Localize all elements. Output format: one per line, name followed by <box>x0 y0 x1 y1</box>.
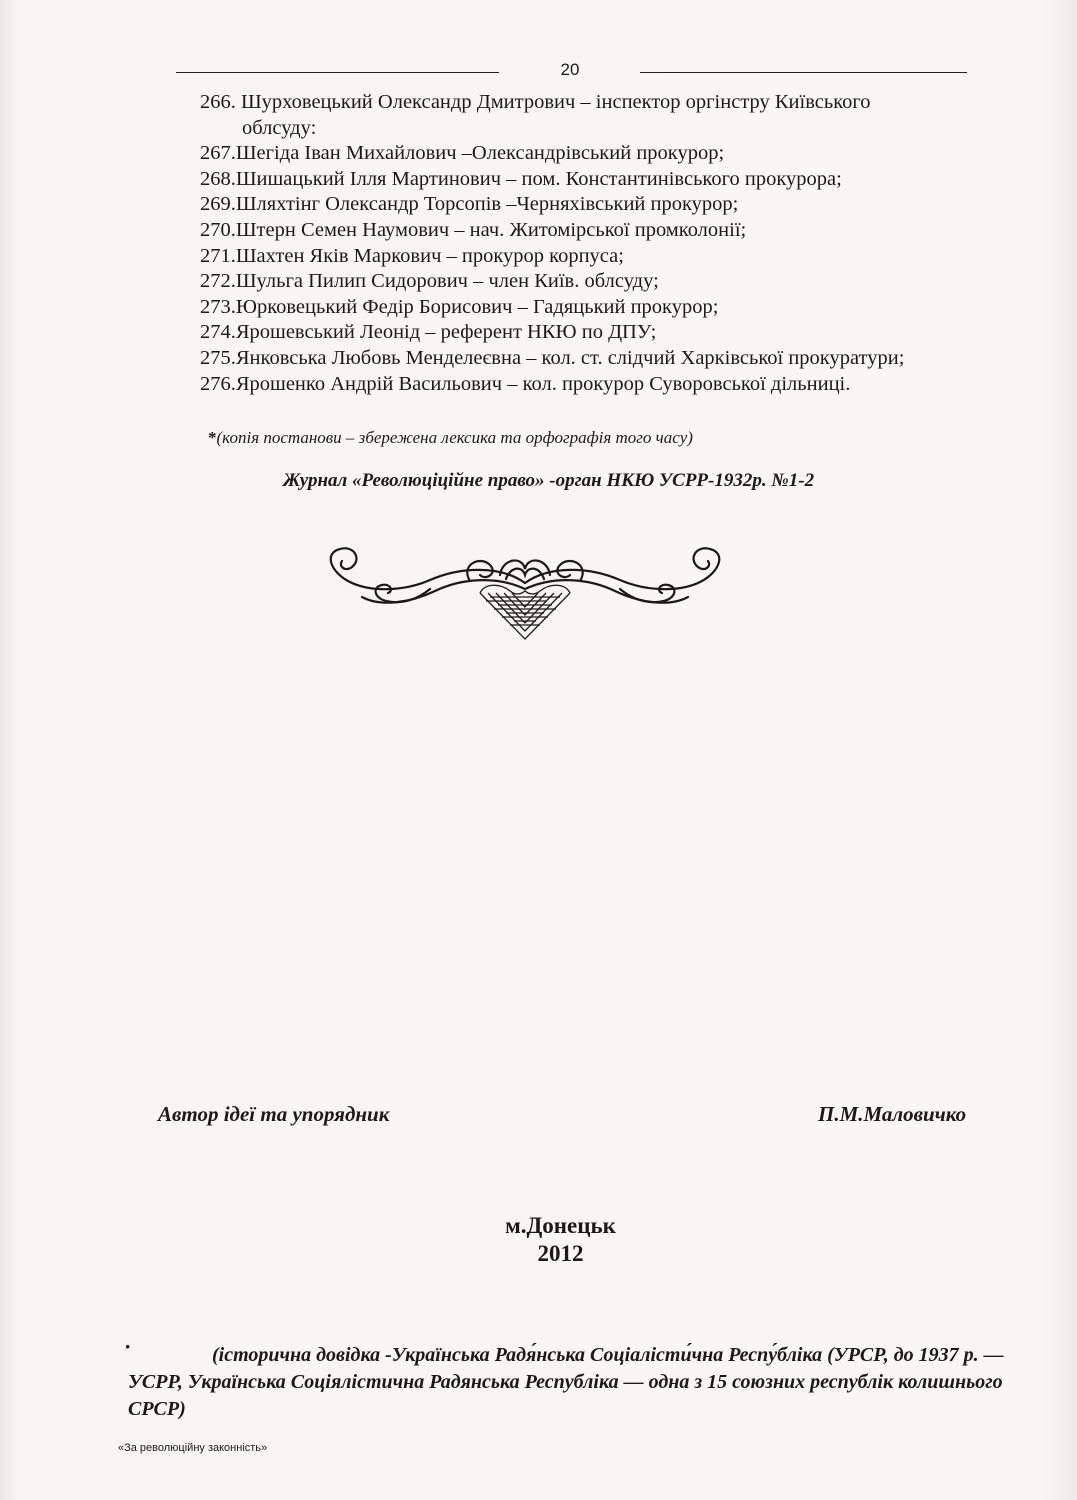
author-name: П.М.Маловичко <box>818 1102 967 1126</box>
list-item <box>200 218 1030 244</box>
list-item-text: Ярошенко Андрій Васильович – кол. прокурор Суворовської дільниці. <box>235 372 851 395</box>
list-item-text: Янковська Любовь Менделеєвна – кол. ст. слідчий Харківської прокуратури; <box>235 346 905 369</box>
historical-note: (історична довідка -Українська Радя́нська Соціалісти́чна Респу́бліка (УРСР, до 1937 р. — УСРР, Українська Соціялістична Радянська Республіка — одна з 15 союзних республік колишнього СРСР) <box>128 1344 1004 1420</box>
list-item-number: 271. <box>200 244 236 267</box>
bullet-dot: · <box>124 1334 132 1359</box>
journal-citation: Журнал «Революціційне право» -орган НКЮ УСРР-1932р. №1-2 <box>282 470 815 491</box>
list-item <box>200 295 1030 321</box>
list-item <box>200 346 1030 372</box>
list-item-text: Штерн Семен Наумович – нач. Житомірської промколонії; <box>235 218 747 241</box>
list-item-number: 275. <box>200 346 236 369</box>
list-item-number: 269. <box>200 193 236 216</box>
list-item-number: 273. <box>200 295 236 318</box>
list-item <box>200 269 1030 295</box>
list-item-text: Шахтен Яків Маркович – прокурор корпуса; <box>235 244 624 267</box>
list-item <box>200 372 1030 398</box>
list-item-text: Шляхтінг Олександр Торсопів –Черняхівський прокурор; <box>235 193 739 216</box>
list-item <box>200 320 1030 346</box>
publication-year: 2012 <box>537 1241 584 1266</box>
page-number: 20 <box>560 60 580 79</box>
list-item-number: 268. <box>200 167 236 190</box>
list-item-number: 267. <box>200 142 236 165</box>
header-rule-left <box>176 72 499 73</box>
list-item <box>200 167 1030 193</box>
list-item <box>200 141 1030 167</box>
author-label: Автор ідеї та упорядник <box>158 1102 390 1126</box>
list-item-text: Шульга Пилип Сидорович – член Київ. облсуду; <box>235 270 659 293</box>
footnote <box>208 428 693 448</box>
list-item-text: Ярошевський Леонід – референт НКЮ по ДПУ; <box>235 321 657 344</box>
list-item-continuation: облсуду: <box>242 116 317 139</box>
header-rule-right <box>640 72 967 73</box>
list-item-text: Шурховецький Олександр Дмитрович – інспектор оргінстру Київського <box>241 91 871 113</box>
imprint <box>0 1212 1077 1268</box>
city-name: м.Донецьк <box>505 1213 616 1238</box>
list-item-number: 276. <box>200 372 236 395</box>
footnote-text: (копія постанови – збережена лексика та орфографія того часу) <box>216 428 693 447</box>
list-item-text: Шегіда Іван Михайлович –Олександрівський прокурор; <box>235 142 725 165</box>
list-item <box>200 90 1030 141</box>
list-item-text: Шишацький Ілля Мартинович – пом. Константинівського прокурора; <box>235 167 842 190</box>
names-list <box>200 90 1030 397</box>
decorative-scroll-ornament-icon <box>310 545 740 645</box>
list-item-number: 274. <box>200 321 236 344</box>
footnote-star: * <box>208 428 217 447</box>
list-item-number: 272. <box>200 270 236 293</box>
list-item <box>200 244 1030 270</box>
list-item-number: 270. <box>200 218 236 241</box>
list-item-text: Юрковецький Федір Борисович – Гадяцький прокурор; <box>235 295 719 318</box>
bottom-note: «За революційну законність» <box>118 1442 268 1454</box>
list-item-number: 266. <box>200 91 236 113</box>
list-item <box>200 192 1030 218</box>
